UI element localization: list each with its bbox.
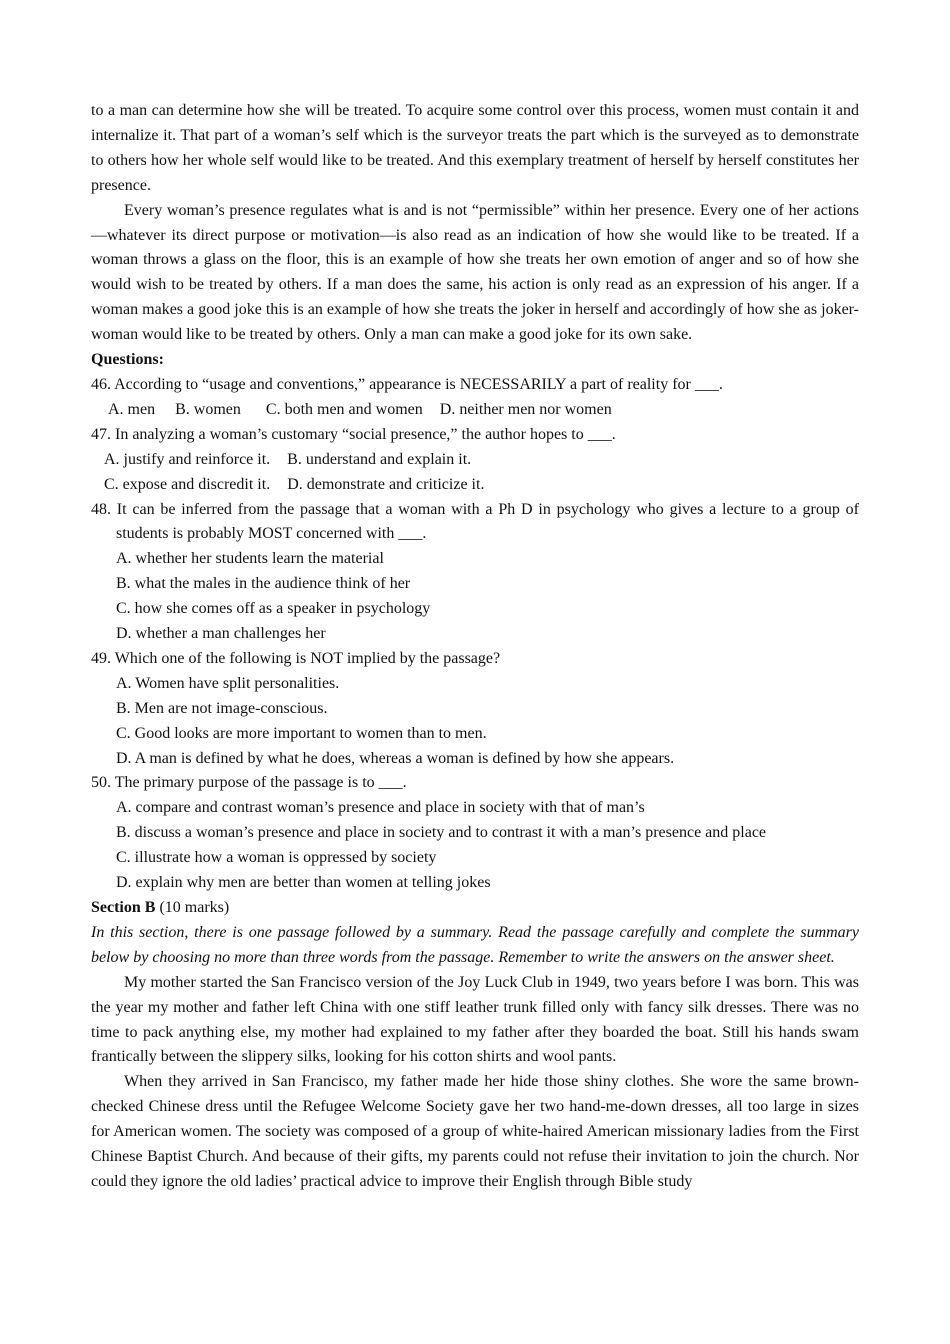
q49-option-a: A. Women have split personalities. [116, 674, 340, 692]
q47-option-a: A. justify and reinforce it. [104, 450, 271, 468]
question-47-options-row2 [91, 473, 859, 498]
question-47-options-row1 [91, 448, 859, 473]
q50-option-d: D. explain why men are better than women at telling jokes [116, 874, 491, 892]
q47-option-c: C. expose and discredit it. [104, 475, 271, 493]
q48-option-c: C. how she comes off as a speaker in psychology [116, 600, 431, 618]
passage-paragraph: to a man can determine how she will be treated. To acquire some control over this process, women must contain it and internalize it. That part of a woman’s self which is the surveyor treats the part which is the surveyed as to demonstrate to others how her whole self would like to be treated. And this exemplary treatment of herself by herself constitutes her presence. [91, 102, 859, 194]
question-50-stem: 50. The primary purpose of the passage is to ___. [91, 774, 407, 792]
q46-option-b: B. women [175, 400, 241, 418]
q50-option-c: C. illustrate how a woman is oppressed by society [116, 849, 437, 867]
q49-option-d: D. A man is defined by what he does, whereas a woman is defined by how she appears. [116, 749, 675, 767]
passage-paragraph: Every woman’s presence regulates what is and is not “permissible” within her presence. Every one of her actions—whatever its direct purpose or motivation—is also read as an indication of how she would like to be treated. If a woman throws a glass on the floor, this is an example of how she treats her own emotion of anger and so of how she would wish to be treated by others. If a man does the same, his action is only read as an expression of his anger. If a woman makes a good joke this is an example of how she treats the joker in herself and accordingly of how she as joker-woman would like to be treated by others. Only a man can make a good joke for its own sake. [91, 201, 859, 344]
questions-heading: Questions: [91, 351, 164, 369]
question-46-options [91, 398, 859, 423]
question-47-stem: 47. In analyzing a woman’s customary “social presence,” the author hopes to ___. [91, 425, 616, 443]
q49-option-b: B. Men are not image-conscious. [116, 699, 328, 717]
section-b-instructions: In this section, there is one passage followed by a summary. Read the passage carefully and complete the summary below by choosing no more than three words from the passage. Remember to write the answers on the answer sheet. [91, 923, 859, 966]
q47-option-b: B. understand and explain it. [287, 450, 472, 468]
q46-option-a: A. men [108, 400, 156, 418]
q48-option-a: A. whether her students learn the material [116, 550, 384, 568]
q48-option-b: B. what the males in the audience think of her [116, 575, 411, 593]
section-b-title: Section B [91, 899, 156, 916]
q46-option-d: D. neither men nor women [439, 400, 612, 418]
q47-option-d: D. demonstrate and criticize it. [287, 475, 485, 493]
passage-b-paragraph: My mother started the San Francisco version of the Joy Luck Club in 1949, two years before I was born. This was the year my mother and father left China with one stiff leather trunk filled only with fancy silk dresses. There was no time to pack anything else, my mother had explained to my father after they boarded the boat. Still his hands swam frantically between the slippery silks, looking for his cotton shirts and wool pants. [91, 973, 859, 1066]
passage-b-paragraph: When they arrived in San Francisco, my father made her hide those shiny clothes. She wore the same brown-checked Chinese dress until the Refugee Welcome Society gave her two hand-me-down dresses, all too large in sizes for American women. The society was composed of a group of white-haired American missionary ladies from the First Chinese Baptist Church. And because of their gifts, my parents could not refuse their invitation to join the church. Nor could they ignore the old ladies’ practical advice to improve their English through Bible study [91, 1073, 859, 1190]
q46-option-c: C. both men and women [265, 400, 423, 418]
q50-option-a: A. compare and contrast woman’s presence and place in society with that of man’s [116, 799, 645, 817]
question-48-stem: 48. It can be inferred from the passage that a woman with a Ph D in psychology who gives a lecture to a group of students is probably MOST concerned with ___. [91, 500, 859, 543]
section-b-heading [91, 896, 859, 921]
q48-option-d: D. whether a man challenges her [116, 625, 326, 643]
q50-option-b: B. discuss a woman’s presence and place in society and to contrast it with a man’s presence and place [116, 824, 767, 842]
question-49-stem: 49. Which one of the following is NOT implied by the passage? [91, 649, 501, 667]
q49-option-c: C. Good looks are more important to women than to men. [116, 724, 487, 742]
question-46-stem: 46. According to “usage and conventions,” appearance is NECESSARILY a part of reality for ___. [91, 375, 723, 393]
section-b-marks: (10 marks) [159, 899, 230, 916]
